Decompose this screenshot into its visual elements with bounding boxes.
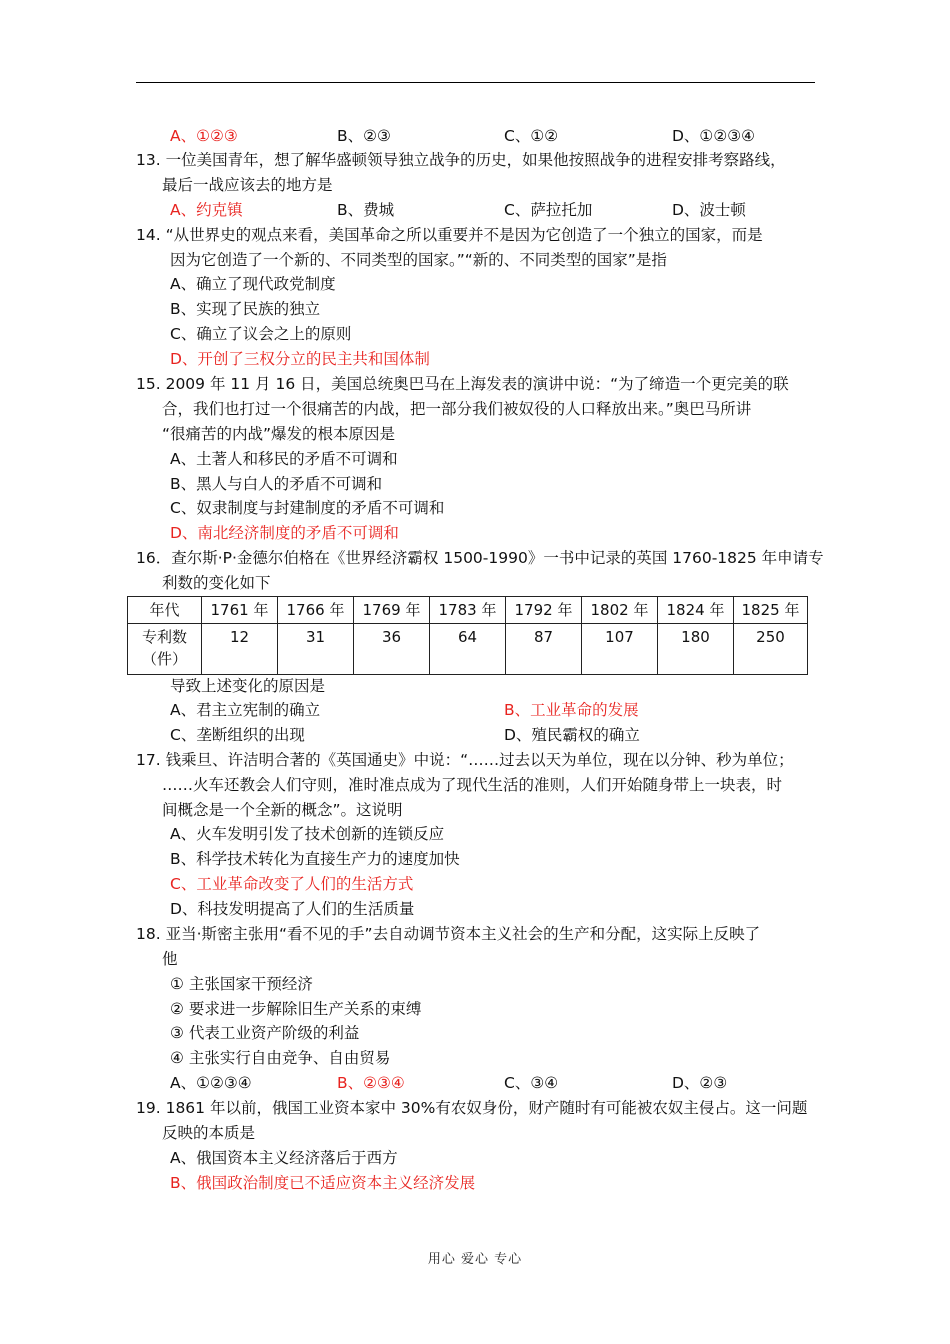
q19-stem-line1: 19. 1861 年以前，俄国工业资本家中 30%有农奴身份，财产随时有可能被农奴主侵占。这一问题 — [136, 1099, 808, 1117]
count-label-line1: 专利数 — [141, 628, 187, 646]
q14-stem-line2: 因为它创造了一个新的、不同类型的国家。”“新的、不同类型的国家”是指 — [170, 251, 667, 269]
q18-item-4: ④ 主张实行自由竞争、自由贸易 — [170, 1049, 391, 1067]
q18-option-d: D、②③ — [672, 1074, 728, 1092]
q16-option-c: C、垄断组织的出现 — [170, 726, 305, 744]
q13-stem-line2: 最后一战应该去的地方是 — [162, 176, 333, 194]
q15-option-c: C、奴隶制度与封建制度的矛盾不可调和 — [170, 499, 445, 517]
table-year-cell: 1825 年 — [734, 597, 808, 624]
table-count-cell: 180 — [658, 624, 734, 675]
q18-option-c: C、③④ — [504, 1074, 559, 1092]
table-count-cell: 64 — [430, 624, 506, 675]
q18-stem-line2: 他 — [162, 950, 178, 968]
q17-stem-line1: 17. 钱乘旦、许洁明合著的《英国通史》中说：“……过去以天为单位，现在以分钟、秒为单位； — [136, 751, 794, 769]
q18-option-b: B、②③④ — [337, 1074, 405, 1092]
q18-item-1: ① 主张国家干预经济 — [170, 975, 313, 993]
q17-stem-line3: 间概念是一个全新的概念”。这说明 — [162, 801, 403, 819]
table-count-cell: 36 — [354, 624, 430, 675]
q16-option-b: B、工业革命的发展 — [504, 701, 639, 719]
table-row-years — [128, 597, 808, 624]
q18-item-2: ② 要求进一步解除旧生产关系的束缚 — [170, 1000, 422, 1018]
q14-option-d: D、开创了三权分立的民主共和国体制 — [170, 350, 430, 368]
q13-option-b: B、费城 — [337, 201, 395, 219]
table-count-cell: 87 — [506, 624, 582, 675]
q19-option-a: A、俄国资本主义经济落后于西方 — [170, 1149, 398, 1167]
table-year-cell: 1766 年 — [278, 597, 354, 624]
q17-stem-line2: ……火车还教会人们守则，准时准点成为了现代生活的准则，人们开始随身带上一块表，时 — [162, 776, 783, 794]
q14-option-c: C、确立了议会之上的原则 — [170, 325, 352, 343]
q16-option-d: D、殖民霸权的确立 — [504, 726, 640, 744]
q17-option-b: B、科学技术转化为直接生产力的速度加快 — [170, 850, 460, 868]
q14-stem-line1: 14. “从世界史的观点来看，美国革命之所以重要并不是因为它创造了一个独立的国家，而是 — [136, 226, 763, 244]
table-year-cell: 1761 年 — [202, 597, 278, 624]
q16-stem-line3: 导致上述变化的原因是 — [170, 677, 326, 695]
patent-table — [127, 596, 808, 675]
q15-option-d: D、南北经济制度的矛盾不可调和 — [170, 524, 399, 542]
q16-stem-line2: 利数的变化如下 — [162, 574, 271, 592]
q15-option-b: B、黑人与白人的矛盾不可调和 — [170, 475, 383, 493]
q18-item-3: ③ 代表工业资产阶级的利益 — [170, 1024, 360, 1042]
table-year-cell: 1792 年 — [506, 597, 582, 624]
q17-option-c: C、工业革命改变了人们的生活方式 — [170, 875, 414, 893]
table-count-cell: 107 — [582, 624, 658, 675]
q18-stem-line1: 18. 亚当·斯密主张用“看不见的手”去自动调节资本主义社会的生产和分配，这实际上反映了 — [136, 925, 761, 943]
header-rule — [136, 82, 815, 83]
table-count-cell: 250 — [734, 624, 808, 675]
q15-option-a: A、土著人和移民的矛盾不可调和 — [170, 450, 398, 468]
q15-stem-line3: “很痛苦的内战”爆发的根本原因是 — [162, 425, 396, 443]
q15-stem-line2: 合，我们也打过一个很痛苦的内战，把一部分我们被奴役的人口释放出来。”奥巴马所讲 — [162, 400, 752, 418]
q12-option-d: D、①②③④ — [672, 127, 756, 145]
q17-option-a: A、火车发明引发了技术创新的连锁反应 — [170, 825, 445, 843]
table-count-cell: 12 — [202, 624, 278, 675]
q12-option-a: A、①②③ — [170, 127, 238, 145]
q13-option-d: D、波士顿 — [672, 201, 746, 219]
table-header-count — [128, 624, 202, 675]
q12-option-b: B、②③ — [337, 127, 391, 145]
table-count-cell: 31 — [278, 624, 354, 675]
q13-option-c: C、萨拉托加 — [504, 201, 593, 219]
table-year-cell: 1824 年 — [658, 597, 734, 624]
q14-option-b: B、实现了民族的独立 — [170, 300, 321, 318]
q12-option-c: C、①② — [504, 127, 559, 145]
table-row-counts — [128, 624, 808, 675]
count-label-line2: （件） — [141, 650, 187, 668]
table-header-year: 年代 — [128, 597, 202, 624]
q14-option-a: A、确立了现代政党制度 — [170, 275, 336, 293]
q15-stem-line1: 15. 2009 年 11 月 16 日，美国总统奥巴马在上海发表的演讲中说：“为了缔造一个更完美的联 — [136, 375, 789, 393]
q16-option-a: A、君主立宪制的确立 — [170, 701, 321, 719]
q13-stem-line1: 13. 一位美国青年，想了解华盛顿领导独立战争的历史，如果他按照战争的进程安排考察路线， — [136, 151, 786, 169]
q19-stem-line2: 反映的本质是 — [162, 1124, 256, 1142]
page-footer: 用心 爱心 专心 — [427, 1252, 523, 1267]
table-year-cell: 1769 年 — [354, 597, 430, 624]
table-year-cell: 1802 年 — [582, 597, 658, 624]
q19-option-b: B、俄国政治制度已不适应资本主义经济发展 — [170, 1174, 476, 1192]
q16-stem-line1: 16．查尔斯·P·金德尔伯格在《世界经济霸权 1500-1990》一书中记录的英国 1760-1825 年申请专 — [136, 549, 824, 567]
table-year-cell: 1783 年 — [430, 597, 506, 624]
q17-option-d: D、科技发明提高了人们的生活质量 — [170, 900, 415, 918]
q18-option-a: A、①②③④ — [170, 1074, 252, 1092]
q13-option-a: A、约克镇 — [170, 201, 243, 219]
